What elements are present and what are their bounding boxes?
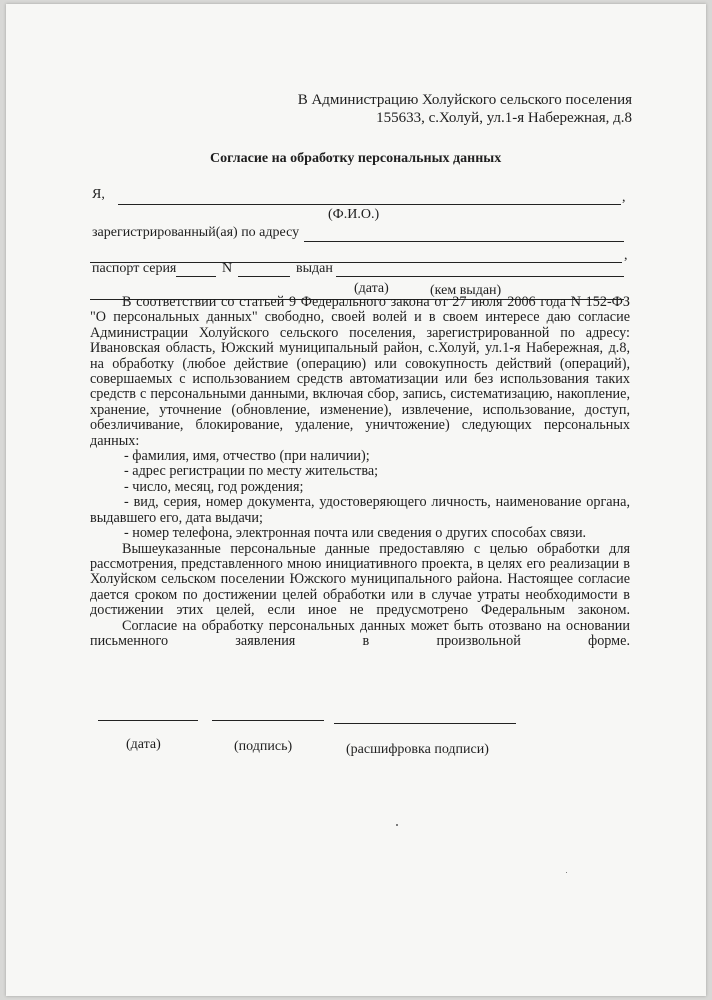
paragraph-3: Согласие на обработку персональных данных может быть отозвано на основании письменного заявления в произвольной форме.	[90, 617, 630, 649]
issued-label: выдан	[296, 261, 333, 276]
comma-1: ,	[622, 190, 626, 205]
date-caption: (дата)	[354, 281, 389, 296]
recipient-line-2: 155633, с.Холуй, ул.1-я Набережная, д.8	[376, 110, 632, 126]
signature-sign-label: (подпись)	[234, 739, 293, 754]
date-signature-line[interactable]	[98, 720, 198, 721]
passport-series-label: паспорт серия	[92, 261, 177, 276]
document-page	[6, 4, 706, 996]
passport-n-label: N	[222, 261, 233, 276]
list-item: - вид, серия, номер документа, удостоверяющего личность, наименование органа, выдавшего его, дата выдачи;	[90, 494, 630, 526]
signature-date-label: (дата)	[126, 737, 161, 752]
scan-speck	[566, 872, 567, 873]
comma-2: ,	[624, 248, 628, 263]
paragraph-2: Вышеуказанные персональные данные предоставляю с целью обработки для рассмотрения, представленного мною инициативного проекта, в целях его реализации в Холуйском сельском поселении Южского муниципального района. Настоящее согласие дается сроком по достижении целей обработки или в случае утраты необходимости в достижении этих целей, если иное не предусмотрено Федеральным законом.	[90, 540, 630, 619]
issued-by-caption: (кем выдан)	[430, 283, 502, 298]
scan-speck	[396, 824, 398, 826]
list-item: - фамилия, имя, отчество (при наличии);	[124, 448, 370, 465]
fio-line[interactable]	[118, 204, 621, 205]
list-item: - адрес регистрации по месту жительства;	[124, 463, 379, 480]
signature-decode-label: (расшифровка подписи)	[346, 742, 489, 757]
passport-number-line[interactable]	[238, 276, 290, 277]
address-line-1[interactable]	[304, 241, 624, 242]
consent-body	[90, 295, 630, 649]
ya-label: Я,	[92, 187, 105, 202]
list-item: - номер телефона, электронная почта или сведения о других способах связи.	[124, 525, 587, 542]
recipient-line-1: В Администрацию Холуйского сельского поселения	[297, 92, 632, 108]
decode-signature-line[interactable]	[334, 723, 516, 724]
signature-line[interactable]	[212, 720, 324, 721]
paragraph-1: В соответствии со статьей 9 Федерального закона от 27 июля 2006 года N 152-ФЗ "О персональных данных" свободно, своей волей и в своем интересе даю согласие Администрации Холуйского сельского поселения, зарегистрированной по адресу: Ивановская область, Южский муниципальный район, с.Холуй, ул.1-я Набережная, д.8, на обработку (любое действие (операцию) или совокупность действий (операций), совершаемых с использованием средств автоматизации или без использования таких средств с персональными данными, включая сбор, запись, систематизацию, накопление, хранение, уточнение (обновление, изменение), извлечение, использование, доступ, обезличивание, блокирование, удаление, уничтожение) следующих персональных данных:	[90, 294, 630, 449]
document-title: Согласие на обработку персональных данных	[210, 151, 502, 166]
registered-label: зарегистрированный(ая) по адресу	[92, 225, 300, 240]
fio-caption: (Ф.И.О.)	[328, 207, 380, 222]
passport-series-line[interactable]	[176, 276, 216, 277]
issued-line[interactable]	[336, 276, 624, 277]
list-item: - число, месяц, год рождения;	[124, 478, 304, 495]
